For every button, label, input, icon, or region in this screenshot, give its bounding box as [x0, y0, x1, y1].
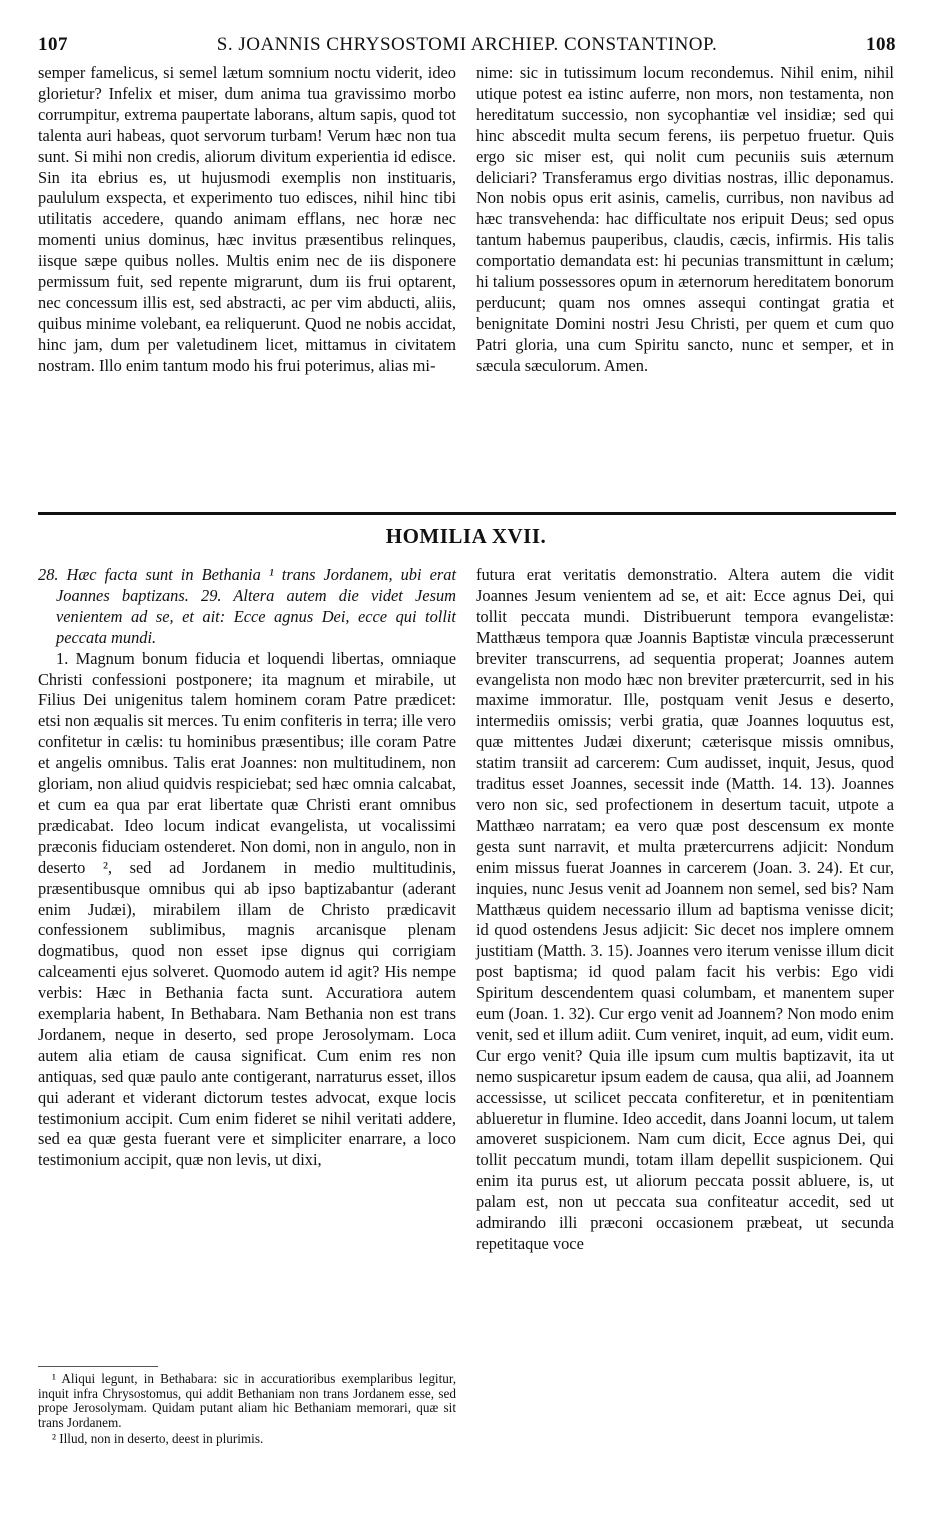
running-title: S. JOANNIS CHRYSOSTOMI ARCHIEP. CONSTANTINOP.: [216, 34, 718, 55]
section-rule: [38, 512, 896, 515]
homily-heading: HOMILIA XVII.: [385, 524, 547, 548]
footnotes: [38, 1372, 456, 1449]
top-right-column: [476, 63, 894, 377]
homily-paragraph-1: 1. Magnum bonum fiducia et loquendi libertas, omniaque Christi confessioni postponere; ita magnum et mirabile, ut Filius Dei unigenitus talem hominem coram Patre prædicet: etsi non æqualis sit merces. Tu enim confiteris in terra; ille vero confitetur in cælis: tu hominibus præsentibus; ille coram Patre et angelis omnibus. Talis erat Joannes: non multitudinem, non gloriam, non aliud quidvis respiciebat; sed hæc omnia calcabat, et cum ea qua par erat libertate quæ Christi erant omnibus prædicabat. Ideo locum indicat evangelista, ut vocalissimi præconis fiduciam ostenderet. Non domi, non in angulo, non in deserto ², sed ad Jordanem in medio multitudinis, præsentibusque omnibus qui ab ipso baptizabantur (aderant enim Judæi), mirabilem illam de Christo prædicavit confessionem sublimibus, magnis arcanisque plenam dogmatibus, quod non esset ipse dignus qui corrigiam calceamenti ejus solveret. Quomodo autem id agit? His nempe verbis: Hæc in Bethania facta sunt. Accuratiora autem exemplaria habent, In Bethabara. Nam Bethania non est trans Jordanem, neque in deserto, sed prope Jerosolymam. Loca autem alia etiam de causa significat. Cum enim res non antiquas, sed quæ paulo ante contigerant, narraturus esset, illos qui aderant et viderant dictorum testes advocat, exque locis testimonium accipit. Cum enim fideret se nihil veritati addere, sed ea quæ gesta fuerant vere et simpliciter enarrare, a loco testimonium accipit, quæ non levis, ut dixi,: [38, 648, 456, 1170]
page-number-right: 108: [866, 34, 896, 55]
top-right-paragraph: nime: sic in tutissimum locum recondemus. Nihil enim, nihil utique potest ea istinc auferre, non mors, non testamenta, non hereditatum successio, non sycophantiæ vel insidiæ; sed qui hinc abscedit multa secum ferens, iis perpetuo fruetur. Quis ergo sic miser est, qui nolit cum pecuniis suis æternum deliciari? Transferamus ergo divitias nostras, illic deponamus. Non nobis opus erit asinis, camelis, curribus, non navibus ad hæc transvehenda: hac difficultate nos eripuit Deus; sed opus tantum habemus pauperibus, claudis, cæcis, infirmis. His talis comportatio demandata est: hi pecunias transmittunt in cælum; hi talium possessores opum in æternorum hereditatem bonorum perducunt; quam nos omnes assequi contingat gratia et benignitate Domini nostri Jesu Christi, per quem et cum quo Patri gloria, una cum Spiritu sancto, nunc et semper, et in sæcula sæculorum. Amen.: [476, 63, 894, 375]
page-number-left: 107: [38, 34, 68, 55]
top-left-paragraph: semper famelicus, si semel lætum somnium noctu viderit, ideo glorietur? Infelix et miser, dum anima tua gravissimo morbo corrumpitur, extrema paupertate laborans, altum sapis, quod tot talenta auri habeas, quot servorum turbam! Verum hæc non tua sunt. Si mihi non credis, aliorum divitum experientia id edisce. Sin ita ebrius es, ut hujusmodi exemplis non instituaris, paululum exspecta, et experimento tuo edisces, nihil hinc tibi utilitatis accedere, quando animam efflans, nec horæ nec momenti unius dominus, hæc invitus præsentibus relinques, iisque sæpe quibus nolles. Multis enim nec de iis disponere permissum fuit, sed repente migrarunt, dum iis frui optarent, nec concessum illis est, sed abstracti, ac per vim abducti, aliis, quibus minime volebant, ea reliquerunt. Quod ne nobis accidat, hinc jam, dum per valetudinem licet, mittamus in civitatem nostram. Illo enim tantum modo his frui poterimus, alias mi-: [38, 63, 456, 375]
top-left-column: [38, 63, 456, 377]
footnote-1: ¹ Aliqui legunt, in Bethabara: sic in accuratioribus exemplaribus legitur, inquit infra Chrysostomus, qui addit Bethaniam non trans Jordanem esse, sed prope Jerosolymam. Quidam putant aliam hic Bethaniam memorari, quæ sit trans Jordanem.: [38, 1371, 456, 1430]
homily-paragraph-continued: futura erat veritatis demonstratio. Altera autem die vidit Joannes Jesum venientem ad se, et ait: Ecce agnus Dei, qui tollit peccata mundi. Distribuerunt tempora evangelistæ: Matthæus tempora quæ Joannis Baptistæ vincula præcesserunt breviter transcurrens, ad sequentia properat; Joannes autem evangelista non modo hæc non breviter prætercurrit, sed in his maxime immoratur. Ille, postquam venit Jesus e deserto, intermediis omissis; verbi gratia, quæ Joannes loquutus est, quæ mittentes Judæi dixerunt; cæterisque missis omnibus, statim transiit ad carcerem: Cum audisset, inquit, Jesus, quod traditus esset Joannes, secessit inde (Matth. 14. 13). Joannes vero non sic, sed profectionem in desertum tacuit, utpote a Matthæo narratam; ea vero quæ post descensum ex monte gesta sunt narravit, et multa prætercurrens adjicit: Nondum enim missus fuerat Joannes in carcerem (Joan. 3. 24). Et cur, inquies, nunc Jesus venit ad Joannem non semel, sed bis? Nam Matthæus quidem necessario illum ad baptisma venisse dicit; id quod ostendens Jesus adjicit: Sic decet nos implere omnem justitiam (Matth. 3. 15). Joannes vero iterum venisse illum dicit post baptisma; id quod palam facit his verbis: Ego vidi Spiritum descendentem quasi columbam, et manentem super eum (Joan. 1. 32). Cur ergo venit ad Joannem? Non modo enim venit, sed et illum adiit. Cum veniret, inquit, ad eum, vidit eum. Cur ergo venit? Quia ille ipsum cum multis baptizavit, ita ut nemo suspicaretur ipsum eadem de causa, qua alii, ad Joannem accessisse, ut scilicet peccata confiteretur, et in pœnitentiam ablueretur in flumine. Ideo accedit, dans Joanni locum, ut talem amoveret suspicionem. Nam cum dicit, Ecce agnus Dei, qui tollit peccatum mundi, totam illam depellit suspicionem. Qui enim ita purus est, ut aliorum peccata possit abluere, is, ut palam est, non ut peccata sua confiteatur accedit, sed ut admirando illi præconi occasionem præbeat, ut secunda repetitaque voce: [476, 565, 894, 1253]
footnote-separator: [38, 1366, 158, 1367]
bottom-right-column: [476, 565, 894, 1255]
bottom-left-column: [38, 565, 456, 1171]
running-head: [38, 34, 896, 58]
scripture-verses: 28. Hæc facta sunt in Bethania ¹ trans Jordanem, ubi erat Joannes baptizans. 29. Altera autem die videt Jesum venientem ad se, et ait: Ecce agnus Dei, ecce qui tollit peccata mundi.: [38, 565, 456, 647]
footnote-2: ² Illud, non in deserto, deest in plurimis.: [52, 1431, 264, 1447]
